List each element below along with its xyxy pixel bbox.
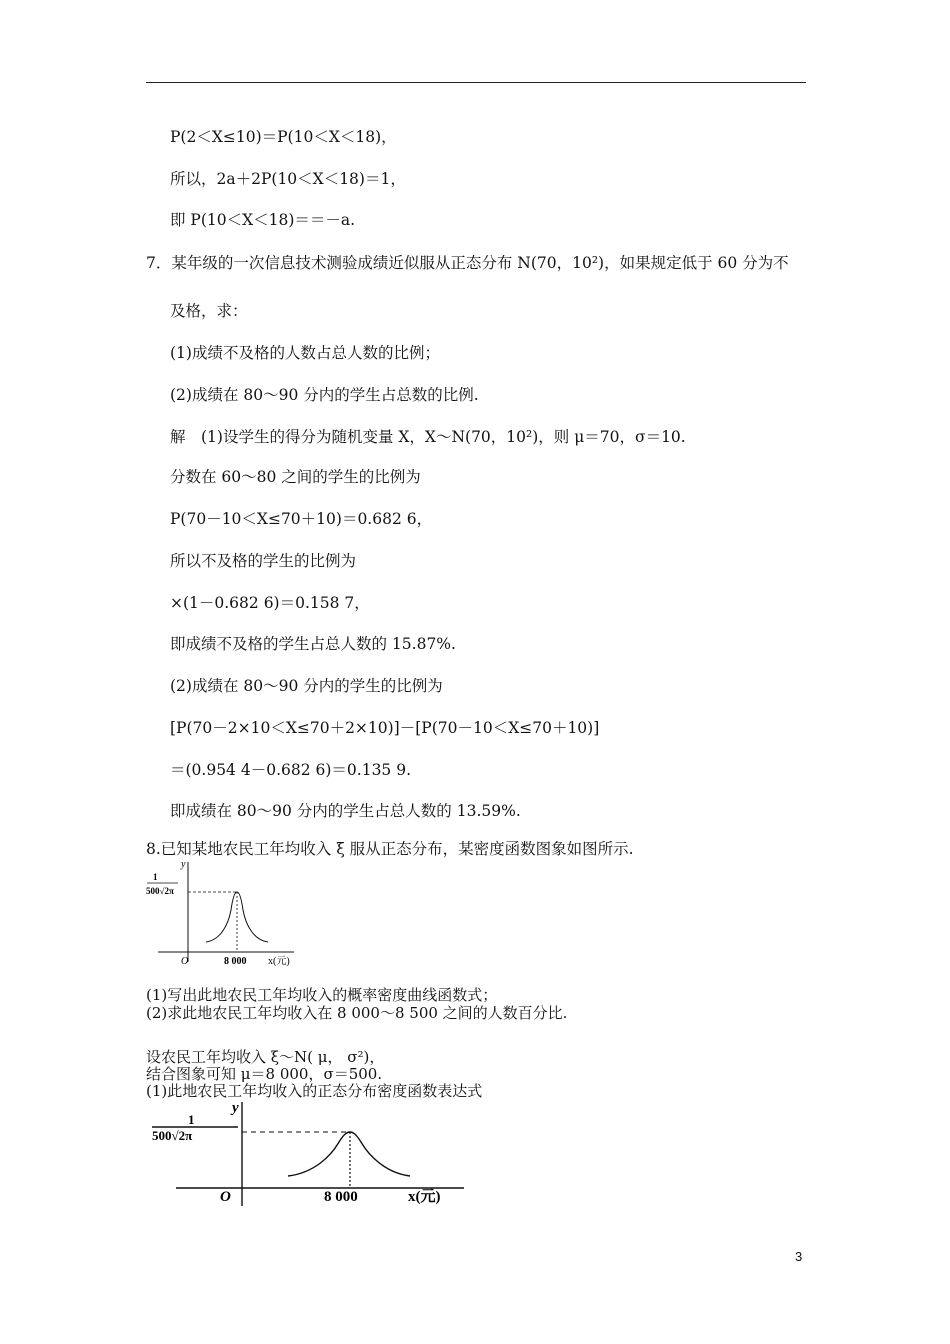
y-axis-label: y (181, 859, 186, 870)
question-8: 8.已知某地农民工年均收入 ξ 服从正态分布，某密度函数图象如图所示. (146, 840, 634, 858)
solution-line: (2)成绩在 80～90 分内的学生的比例为 (170, 677, 443, 695)
solution-line: ×(1－0.682 6)＝0.158 7， (170, 594, 370, 612)
peak-numerator: 1 (188, 1112, 195, 1127)
answer-line: (1)此地农民工年均收入的正态分布密度函数表达式 (146, 1082, 483, 1100)
text-line: (2)成绩在 80～90 分内的学生占总数的比例. (170, 386, 479, 404)
solution-line: P(70－10＜X≤70＋10)＝0.682 6， (170, 510, 433, 528)
x-tick-label: 8 000 (324, 1189, 358, 1205)
question-7: 7．某年级的一次信息技术测验成绩近似服从正态分布 N(70，10²)，如果规定低于 60 分为不 (146, 254, 789, 272)
origin-label: O (220, 1189, 231, 1205)
text-line: (1)成绩不及格的人数占总人数的比例； (170, 344, 440, 362)
solution-line: [P(70－2×10＜X≤70＋2×10)]－[P(70－10＜X≤70＋10)] (170, 719, 600, 737)
x-tick-label: 8 000 (224, 956, 247, 967)
peak-numerator: 1 (153, 872, 158, 882)
x-axis-label: x(元) (268, 956, 290, 967)
density-figure-large (146, 1096, 476, 1208)
text-line: P(2＜X≤10)＝P(10＜X＜18)， (170, 128, 397, 146)
solution-line: 即成绩在 80～90 分内的学生占总人数的 13.59%. (170, 802, 521, 820)
text-line: 所以，2a＋2P(10＜X＜18)＝1， (170, 170, 406, 188)
answer-line: 结合图象可知 μ＝8 000，σ＝500. (146, 1065, 383, 1083)
header-rule (146, 82, 806, 83)
density-figure-small (144, 856, 304, 968)
y-axis-label: y (232, 1100, 239, 1116)
text-line: (1)写出此地农民工年均收入的概率密度曲线函数式； (146, 986, 498, 1004)
solution-line: 解 (1)设学生的得分为随机变量 X，X～N(70，10²)，则 μ＝70，σ＝10. (170, 428, 686, 446)
solution-line: ＝(0.954 4－0.682 6)＝0.135 9. (170, 761, 412, 779)
solution-line: 分数在 60～80 之间的学生的比例为 (170, 468, 421, 486)
peak-denominator: 500√2π (146, 886, 174, 896)
text-line: 即 P(10＜X＜18)＝＝－a. (170, 211, 356, 229)
origin-label: O (181, 956, 189, 967)
text-line: 及格，求： (170, 302, 248, 320)
text-line: (2)求此地农民工年均收入在 8 000～8 500 之间的人数百分比. (146, 1004, 568, 1022)
peak-denominator: 500√2π (152, 1128, 193, 1143)
page-number: 3 (795, 1249, 803, 1264)
solution-line: 所以不及格的学生的比例为 (170, 552, 357, 570)
answer-line: 设农民工年均收入 ξ～N( μ， σ²)， (146, 1048, 385, 1066)
x-axis-label: x(元) (408, 1189, 441, 1205)
solution-line: 即成绩不及格的学生占总人数的 15.87%. (170, 635, 456, 653)
